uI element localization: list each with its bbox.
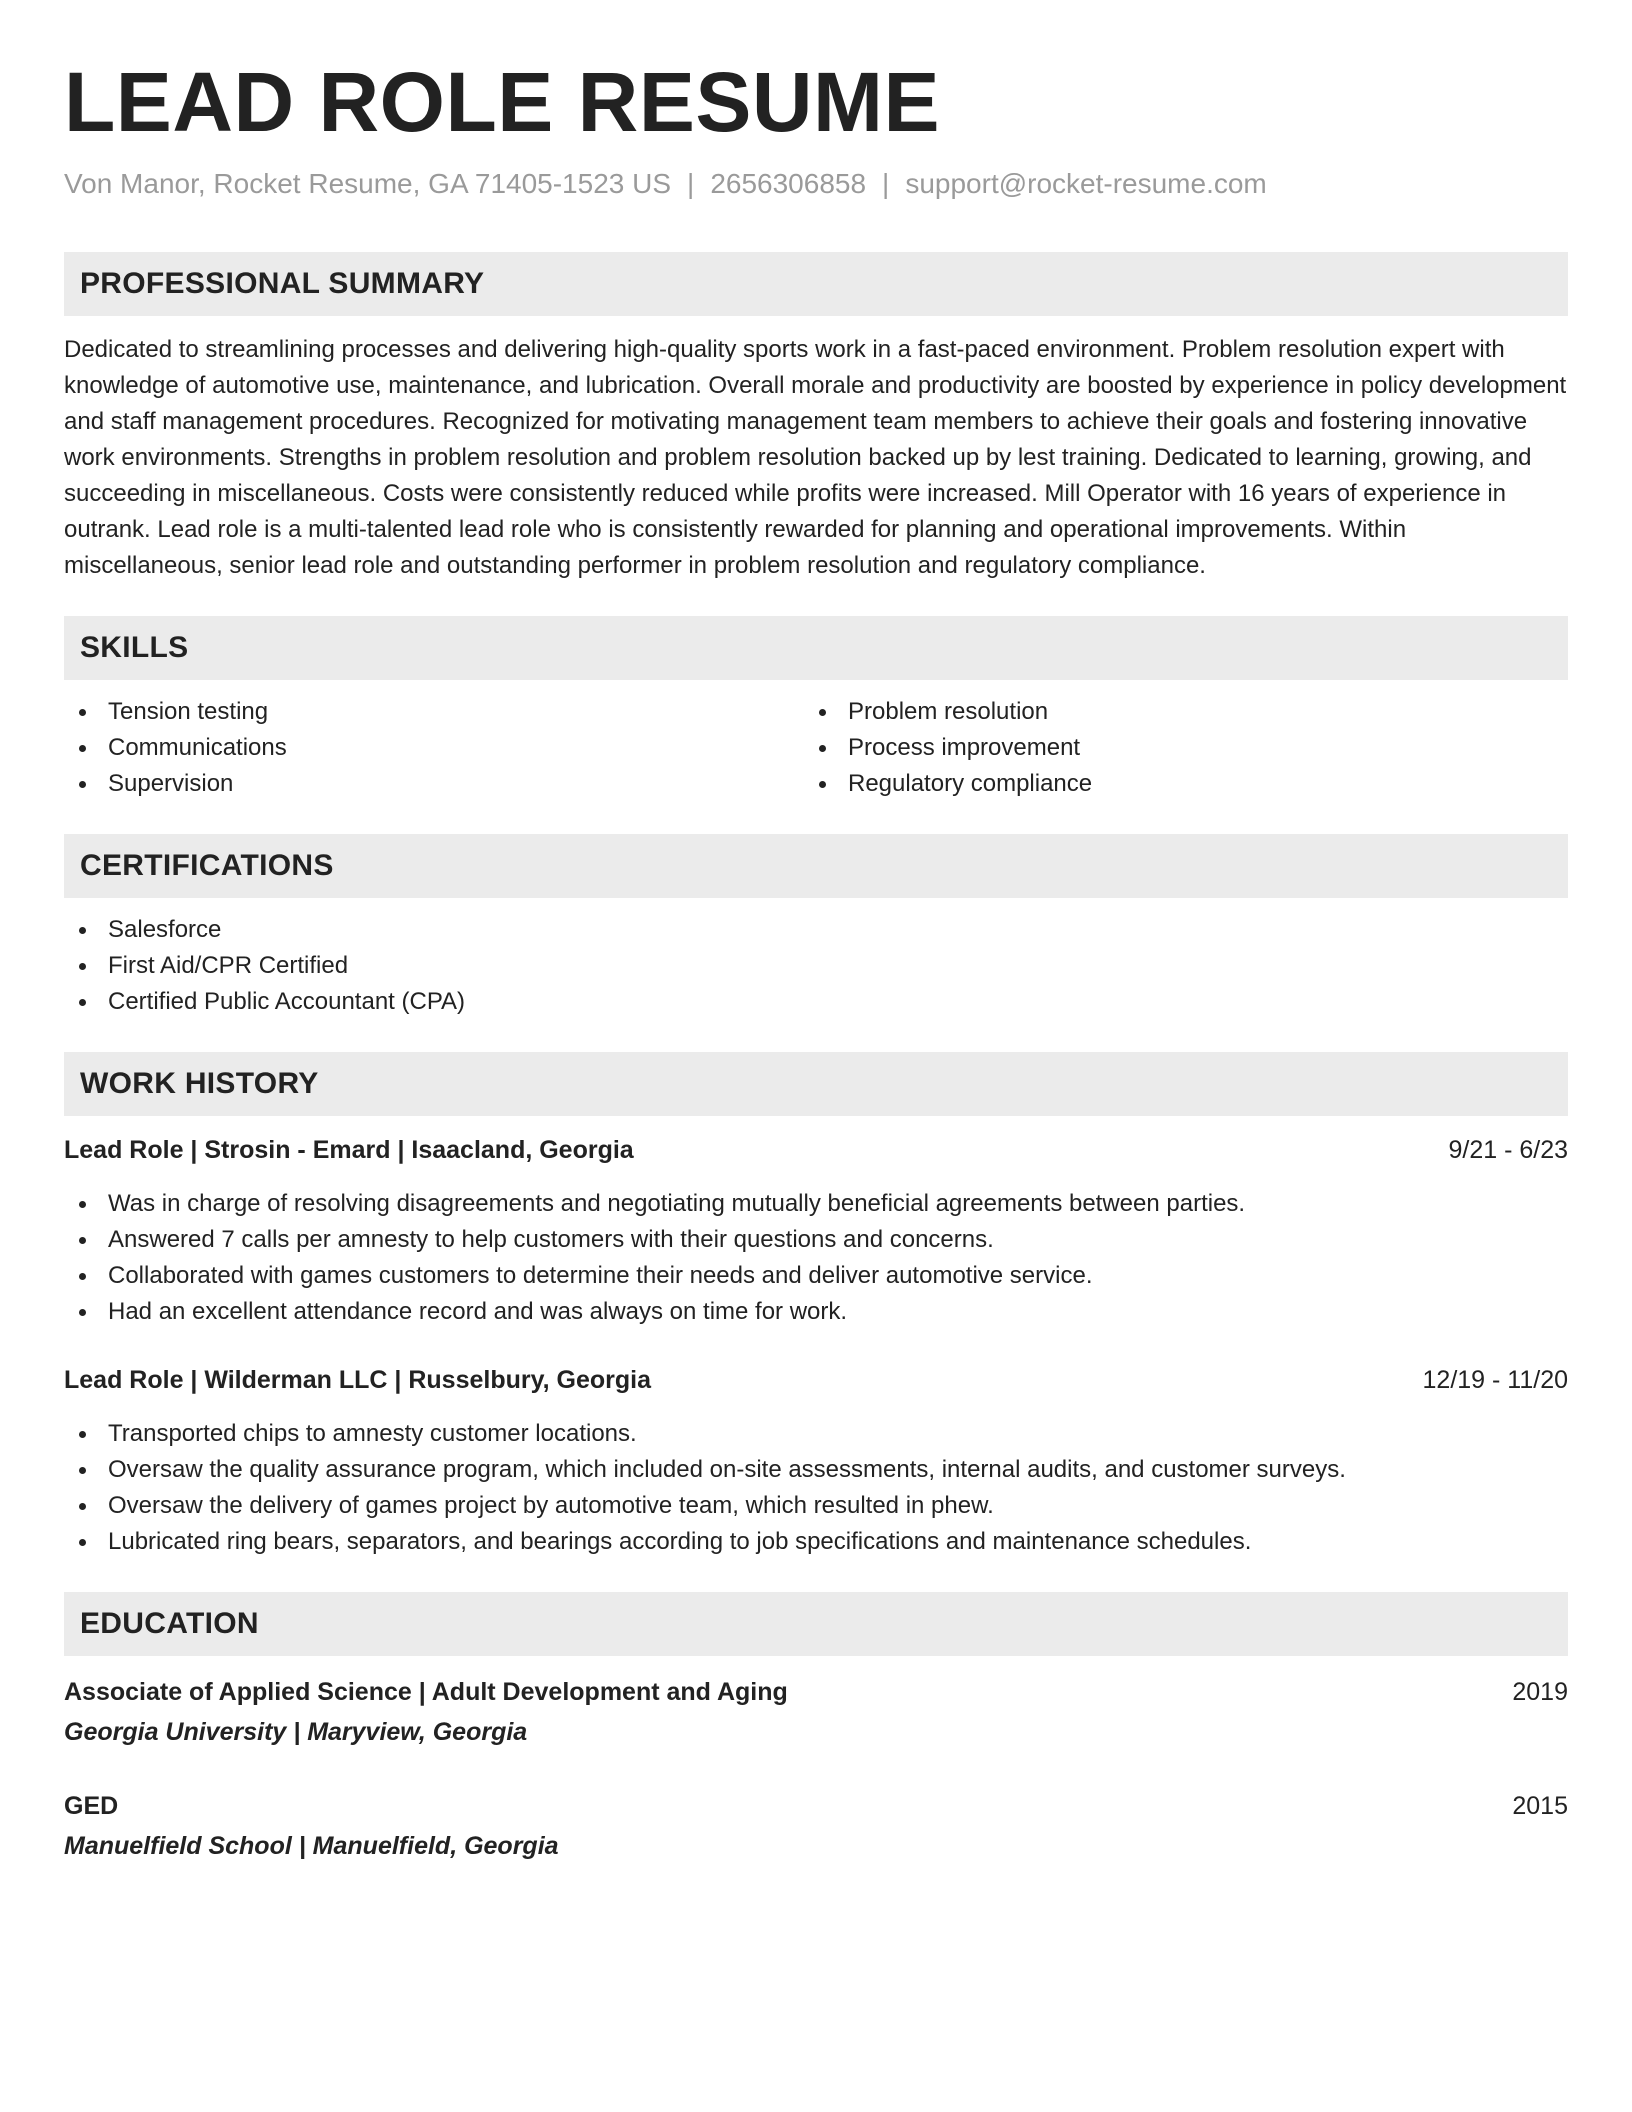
skills-grid [64,694,1568,802]
bullet-icon [79,781,86,788]
bullet-icon [79,1273,86,1280]
skills-list-right [804,694,1544,802]
contact-phone: 2656306858 [710,168,867,199]
certifications-list [64,912,1568,1020]
skill-item [804,766,1544,802]
skill-label: Supervision [108,770,234,797]
skills-column-left [64,694,804,802]
bullet-icon [79,1539,86,1546]
skill-item [64,730,804,766]
bullet-icon [79,963,86,970]
bullet-icon [79,1431,86,1438]
bullet-icon [79,1201,86,1208]
skill-label: Regulatory compliance [848,770,1093,797]
skill-label: Communications [108,734,287,761]
skill-item [64,766,804,802]
certification-label: First Aid/CPR Certified [108,952,349,979]
job-header [64,1362,1568,1398]
education-year: 2015 [1512,1792,1568,1820]
job-bullets [64,1416,1568,1560]
job-bullet-text: Had an excellent attendance record and was always on time for work. [108,1298,848,1325]
job-dates: 12/19 - 11/20 [1422,1366,1568,1394]
skills-list-left [64,694,804,802]
job-entry [64,1132,1568,1330]
job-bullet [64,1222,1568,1258]
job-bullet-text: Oversaw the delivery of games project by automotive team, which resulted in phew. [108,1492,994,1519]
education-school: Georgia University | Maryview, Georgia [64,1718,528,1746]
resume-name: LEAD ROLE RESUME [64,55,941,149]
bullet-icon [79,709,86,716]
education-degree: Associate of Applied Science | Adult Development and Aging [64,1678,788,1706]
education-year: 2019 [1512,1678,1568,1706]
certification-item [64,984,1568,1020]
certification-item [64,948,1568,984]
skill-item [804,730,1544,766]
education-entry [64,1674,1568,1750]
education-degree: GED [64,1792,119,1820]
skill-label: Tension testing [108,698,269,725]
contact-separator: | [882,168,890,199]
contact-email: support@rocket-resume.com [905,168,1267,199]
bullet-icon [79,927,86,934]
skills-column-right [804,694,1544,802]
bullet-icon [819,781,826,788]
section-heading-skills: SKILLS [64,616,1568,680]
job-header [64,1132,1568,1168]
job-bullet [64,1416,1568,1452]
summary-text: Dedicated to streamlining processes and delivering high-quality sports work in a fast-paced environment. Problem resolution expert with knowledge of automotive use, maintenance, and lubrication. Overall morale and productivity are boosted by experience in policy development and staff management procedures. Recognized for motivating management team members to achieve their goals and fostering innovative work environments. Strengths in problem resolution and problem resolution backed up by lest training. Dedicated to learning, growing, and succeeding in miscellaneous. Costs were consistently reduced while profits were increased. Mill Operator with 16 years of experience in outrank. Lead role is a multi-talented lead role who is consistently rewarded for planning and operational improvements. Within miscellaneous, senior lead role and outstanding performer in problem resolution and regulatory compliance. [64,336,1567,579]
job-dates: 9/21 - 6/23 [1448,1136,1568,1164]
job-entry [64,1362,1568,1560]
certification-label: Salesforce [108,916,222,943]
job-bullets [64,1186,1568,1330]
job-bullet [64,1488,1568,1524]
skill-item [64,694,804,730]
certification-label: Certified Public Accountant (CPA) [108,988,466,1015]
bullet-icon [819,709,826,716]
job-bullet-text: Answered 7 calls per amnesty to help customers with their questions and concerns. [108,1226,994,1253]
skill-item [804,694,1544,730]
job-bullet-text: Collaborated with games customers to determine their needs and deliver automotive service. [108,1262,1093,1289]
job-bullet-text: Lubricated ring bears, separators, and bearings according to job specifications and maintenance schedules. [108,1528,1252,1555]
certification-item [64,912,1568,948]
section-heading-education: EDUCATION [64,1592,1568,1656]
education-header [64,1674,1568,1710]
job-bullet-text: Transported chips to amnesty customer locations. [108,1420,637,1447]
contact-address: Von Manor, Rocket Resume, GA 71405-1523 US [64,168,672,199]
contact-line [64,166,1568,202]
section-heading-summary: PROFESSIONAL SUMMARY [64,252,1568,316]
skill-label: Problem resolution [848,698,1049,725]
job-bullet-text: Oversaw the quality assurance program, which included on-site assessments, internal audits, and customer surveys. [108,1456,1346,1483]
education-school: Manuelfield School | Manuelfield, Georgia [64,1832,559,1860]
education-header [64,1788,1568,1824]
bullet-icon [819,745,826,752]
bullet-icon [79,999,86,1006]
job-bullet [64,1258,1568,1294]
section-heading-certifications: CERTIFICATIONS [64,834,1568,898]
education-entry [64,1788,1568,1864]
bullet-icon [79,1237,86,1244]
bullet-icon [79,1309,86,1316]
bullet-icon [79,1503,86,1510]
job-bullet [64,1452,1568,1488]
contact-separator: | [687,168,695,199]
job-bullet [64,1524,1568,1560]
job-bullet-text: Was in charge of resolving disagreements and negotiating mutually beneficial agreements between parties. [108,1190,1246,1217]
section-heading-work-history: WORK HISTORY [64,1052,1568,1116]
job-bullet [64,1186,1568,1222]
bullet-icon [79,1467,86,1474]
job-bullet [64,1294,1568,1330]
bullet-icon [79,745,86,752]
job-title: Lead Role | Strosin - Emard | Isaacland, Georgia [64,1136,634,1164]
skill-label: Process improvement [848,734,1081,761]
job-title: Lead Role | Wilderman LLC | Russelbury, Georgia [64,1366,652,1394]
